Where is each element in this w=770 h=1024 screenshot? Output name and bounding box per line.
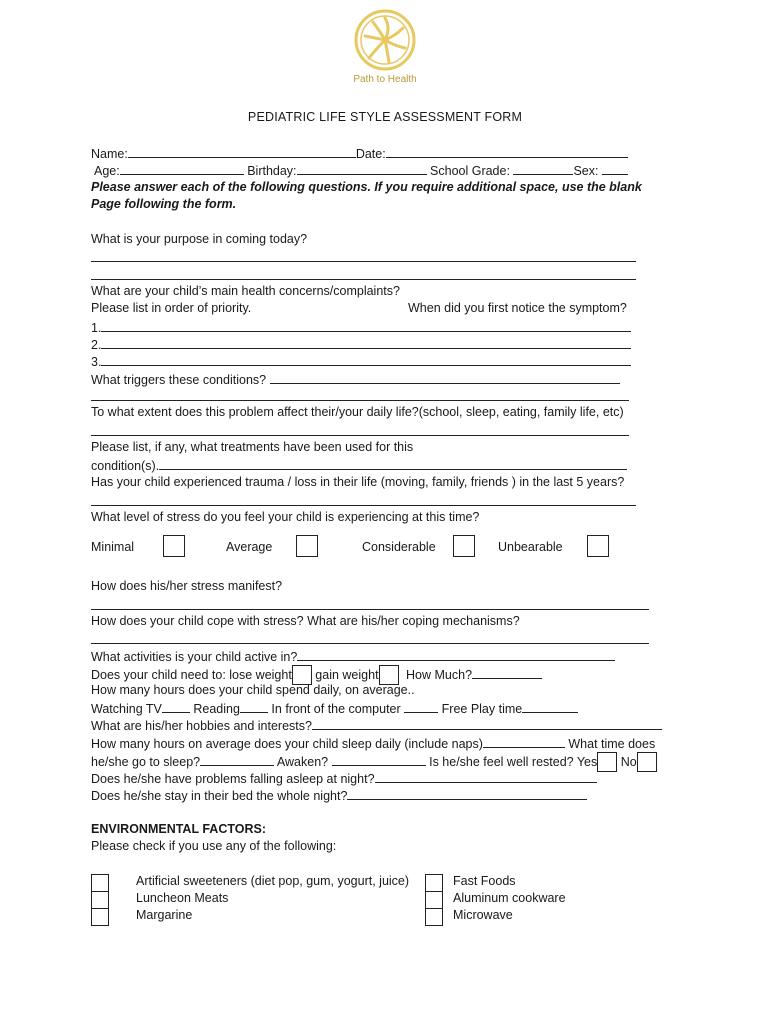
q-falling-asleep: Does he/she have problems falling asleep at night?: [91, 772, 375, 786]
env-checkbox-fast-foods[interactable]: [425, 874, 443, 892]
purpose-answer-line-1[interactable]: [91, 261, 636, 262]
computer-field[interactable]: [404, 700, 438, 713]
falling-asleep-field[interactable]: [375, 770, 597, 783]
cope-answer-line[interactable]: [91, 643, 649, 644]
lemon-slice-logo-icon: [353, 8, 417, 72]
stress-manifest-answer-line[interactable]: [91, 609, 649, 610]
stress-label-average: Average: [226, 540, 273, 554]
age-row: [94, 162, 628, 178]
q-need-to: Does your child need to: lose weight: [91, 668, 292, 682]
well-rested-no-checkbox[interactable]: [637, 752, 657, 772]
go-to-sleep-label: he/she go to sleep?: [91, 755, 201, 769]
env-instruction: Please check if you use any of the following:: [91, 839, 337, 853]
name-date-row: [91, 145, 628, 161]
sleep-hours-field[interactable]: [483, 735, 565, 748]
q-concerns: What are your child’s main health concerns/complaints?: [91, 284, 400, 298]
stress-option-average: [226, 540, 272, 554]
instructions-line-1: Please answer each of the following questions. If you require additional space, use the blank: [91, 180, 642, 194]
q-stress-manifest: How does his/her stress manifest?: [91, 579, 283, 593]
reading-label: Reading: [193, 702, 240, 716]
stress-checkbox-average[interactable]: [296, 535, 318, 557]
env-label-artificial-sweeteners: Artificial sweeteners (diet pop, gum, yogurt, juice): [136, 874, 410, 888]
env-label-luncheon-meats: Luncheon Meats: [136, 891, 229, 905]
no-label: No: [620, 755, 637, 769]
watching-tv-label: Watching TV: [91, 702, 162, 716]
birthday-label: Birthday:: [247, 164, 297, 178]
stay-in-bed-row: [91, 787, 587, 803]
q-activities: What activities is your child active in?: [91, 650, 298, 664]
date-label: Date:: [355, 147, 386, 161]
triggers-row: [91, 371, 620, 387]
name-field[interactable]: [128, 145, 356, 158]
env-heading: ENVIRONMENTAL FACTORS:: [91, 822, 267, 836]
q-treatments-2: condition(s).: [91, 459, 160, 473]
q-stress-level: What level of stress do you feel your child is experiencing at this time?: [91, 510, 480, 524]
hobbies-row: [91, 717, 662, 733]
path-to-health-logo: [340, 8, 430, 90]
q-cope: How does your child cope with stress? What are his/her coping mechanisms?: [91, 614, 520, 628]
env-label-microwave: Microwave: [453, 908, 513, 922]
sleep-time-row: [91, 752, 657, 772]
q-sleep-hours: How many hours on average does your child sleep daily (include naps): [91, 737, 483, 751]
stress-option-unbearable: [498, 540, 563, 554]
triggers-field[interactable]: [270, 371, 620, 384]
watching-tv-field[interactable]: [162, 700, 190, 713]
env-label-fast-foods: Fast Foods: [453, 874, 516, 888]
instructions-line-2: Page following the form.: [91, 197, 237, 211]
free-play-label: Free Play time: [441, 702, 523, 716]
purpose-answer-line-2[interactable]: [91, 279, 636, 280]
triggers-answer-line[interactable]: [91, 400, 629, 401]
q-purpose: What is your purpose in coming today?: [91, 232, 308, 246]
q-hours-daily: How many hours does your child spend daily, on average..: [91, 683, 415, 697]
q-first-notice: When did you first notice the symptom?: [408, 301, 627, 315]
well-rested-label: Is he/she feel well rested? Yes: [429, 755, 598, 769]
priority-number-3: 3.: [91, 355, 102, 369]
stress-checkbox-minimal[interactable]: [163, 535, 185, 557]
env-checkbox-margarine[interactable]: [91, 908, 109, 926]
stay-in-bed-field[interactable]: [347, 787, 587, 800]
stress-checkbox-considerable[interactable]: [453, 535, 475, 557]
computer-label: In front of the computer: [271, 702, 401, 716]
what-time-does-label: What time does: [568, 737, 656, 751]
q-priority: Please list in order of priority.: [91, 301, 252, 315]
q-triggers: What triggers these conditions?: [91, 373, 267, 387]
awaken-field[interactable]: [332, 753, 426, 766]
extent-answer-line[interactable]: [91, 435, 629, 436]
q-stay-in-bed: Does he/she stay in their bed the whole night?: [91, 789, 348, 803]
stress-option-considerable: [362, 540, 436, 554]
school-grade-label: School Grade:: [430, 164, 510, 178]
awaken-label: Awaken?: [276, 755, 329, 769]
screen-time-row: [91, 700, 578, 716]
priority-field-3[interactable]: [101, 353, 631, 366]
q-trauma: Has your child experienced trauma / loss in their life (moving, family, friends ) in the last 5 years?: [91, 475, 625, 489]
priority-item-3: [91, 353, 631, 369]
age-label: Age:: [94, 164, 120, 178]
activities-row: [91, 648, 615, 664]
sleep-hours-row: [91, 735, 655, 751]
how-much-label: How Much?: [406, 668, 473, 682]
well-rested-yes-checkbox[interactable]: [597, 752, 617, 772]
stress-checkbox-unbearable[interactable]: [587, 535, 609, 557]
form-title: PEDIATRIC LIFE STYLE ASSESSMENT FORM: [247, 110, 523, 124]
stress-label-unbearable: Unbearable: [498, 540, 563, 554]
trauma-answer-line[interactable]: [91, 505, 636, 506]
how-much-field[interactable]: [472, 666, 542, 679]
birthday-field[interactable]: [297, 162, 427, 175]
hobbies-field[interactable]: [312, 717, 662, 730]
priority-item-2: [91, 336, 631, 352]
stress-label-minimal: Minimal: [91, 540, 135, 554]
stress-option-minimal: [91, 540, 134, 554]
priority-field-2[interactable]: [101, 336, 631, 349]
activities-field[interactable]: [297, 648, 615, 661]
weight-row: [91, 665, 542, 685]
stress-label-considerable: Considerable: [362, 540, 436, 554]
sex-label: Sex:: [573, 164, 599, 178]
name-label: Name:: [91, 147, 128, 161]
priority-number-2: 2.: [91, 338, 102, 352]
gain-weight-label: gain weight: [315, 668, 379, 682]
env-label-aluminum-cookware: Aluminum cookware: [453, 891, 566, 905]
logo-text: Path to Health: [353, 74, 417, 85]
q-extent: To what extent does this problem affect their/your daily life?(school, sleep, eating, family life, etc): [91, 405, 624, 419]
env-checkbox-aluminum-cookware[interactable]: [425, 891, 443, 909]
lose-weight-checkbox[interactable]: [292, 665, 312, 685]
priority-item-1: [91, 319, 631, 335]
treatments-row: [91, 457, 627, 473]
env-checkbox-luncheon-meats[interactable]: [91, 891, 109, 909]
priority-field-1[interactable]: [101, 319, 631, 332]
env-checkbox-microwave[interactable]: [425, 908, 443, 926]
sex-field[interactable]: [602, 162, 628, 175]
age-field[interactable]: [120, 162, 244, 175]
env-checkbox-artificial-sweeteners[interactable]: [91, 874, 109, 892]
falling-asleep-row: [91, 770, 597, 786]
reading-field[interactable]: [240, 700, 268, 713]
free-play-field[interactable]: [522, 700, 578, 713]
q-treatments-1: Please list, if any, what treatments have been used for this: [91, 440, 414, 454]
school-grade-field[interactable]: [513, 162, 573, 175]
priority-number-1: 1.: [91, 321, 102, 335]
env-label-margarine: Margarine: [136, 908, 193, 922]
treatments-field[interactable]: [159, 457, 627, 470]
gain-weight-checkbox[interactable]: [379, 665, 399, 685]
go-to-sleep-field[interactable]: [200, 753, 274, 766]
q-hobbies: What are his/her hobbies and interests?: [91, 719, 312, 733]
date-field[interactable]: [386, 145, 628, 158]
